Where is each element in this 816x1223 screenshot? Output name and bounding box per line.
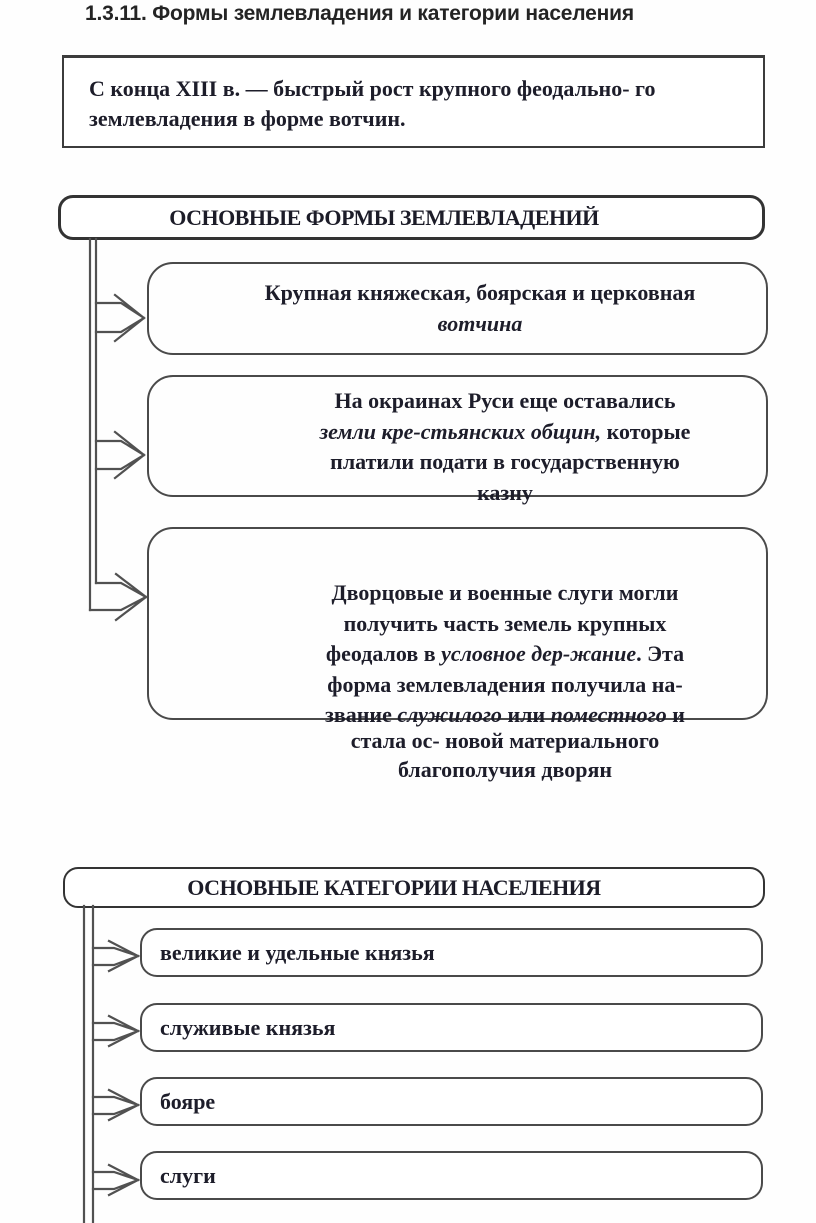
category-box-boyars <box>140 1077 763 1126</box>
form-item-uslovnoe-text <box>244 578 766 731</box>
text-segment-italic: служилого <box>397 702 502 727</box>
intro-box <box>62 55 765 148</box>
text-segment: звание <box>325 702 398 727</box>
intro-text <box>89 74 656 134</box>
flow-arrow-icon <box>93 1165 138 1195</box>
text-segment: и <box>666 702 685 727</box>
section-header-categories <box>63 867 765 908</box>
flow-arrow-icon <box>93 941 138 971</box>
form-item-obshchiny-text <box>244 386 766 508</box>
text-segment: . Эта <box>636 641 685 666</box>
section-header-categories-label: ОСНОВНЫЕ КАТЕГОРИИ НАСЕЛЕНИЯ <box>187 874 601 900</box>
form-item-uslovnoe-box <box>147 527 768 727</box>
text-line <box>244 639 766 670</box>
text-line: На окраинах Руси еще оставались <box>334 388 676 413</box>
text-segment-italic: условное дер-жание <box>441 641 637 666</box>
text-line: благополучия дворян <box>397 757 613 782</box>
flow-arrow-icon <box>90 574 146 620</box>
text-line: получить часть земель крупных <box>343 610 667 636</box>
text-line: форма землевладения получила на- <box>327 671 683 697</box>
section-header-forms-label: ОСНОВНЫЕ ФОРМЫ ЗЕМЛЕВЛАДЕНИЙ <box>169 204 599 230</box>
form-item-uslovnoe-overflow-text <box>242 726 768 784</box>
flow-arrow-icon <box>93 1016 138 1046</box>
category-label: великие и удельные князья <box>160 939 435 965</box>
text-segment: феодалов в <box>325 641 442 666</box>
page-title: 1.3.11. Формы землевладения и категории населения <box>85 2 634 25</box>
text-line: платили подати в государственную <box>330 449 680 474</box>
intro-line-1: С конца XIII в. — быстрый рост крупного феодально- го <box>89 76 656 101</box>
category-label: слуги <box>160 1162 216 1188</box>
text-segment: которые <box>601 418 691 444</box>
text-segment-italic: земли кре-стьянских общин, <box>319 418 602 444</box>
text-line: Крупная княжеская, боярская и церковная <box>264 280 696 305</box>
text-line: стала ос- новой материального <box>350 728 660 753</box>
category-box-servants <box>140 1151 763 1200</box>
category-box-service-princes <box>140 1003 763 1052</box>
section-header-forms <box>58 195 765 240</box>
flow-arrow-icon <box>93 1090 138 1120</box>
text-line: казну <box>477 479 533 505</box>
category-label: служивые князья <box>160 1014 336 1040</box>
category-label: бояре <box>160 1088 216 1114</box>
text-line: Дворцовые и военные слуги могли <box>331 580 679 605</box>
text-line-italic: вотчина <box>437 311 523 336</box>
form-item-obshchiny-box <box>147 375 768 505</box>
intro-line-2: землевладения в форме вотчин. <box>89 106 406 131</box>
form-item-votchina-text <box>194 277 766 339</box>
form-item-votchina-box <box>147 262 768 355</box>
text-segment-italic: поместного <box>550 702 667 727</box>
text-segment: или <box>501 702 551 727</box>
flow-arrow-icon <box>96 295 144 341</box>
text-line <box>244 417 766 448</box>
category-box-princes <box>140 928 763 977</box>
flow-arrow-icon <box>96 432 144 478</box>
